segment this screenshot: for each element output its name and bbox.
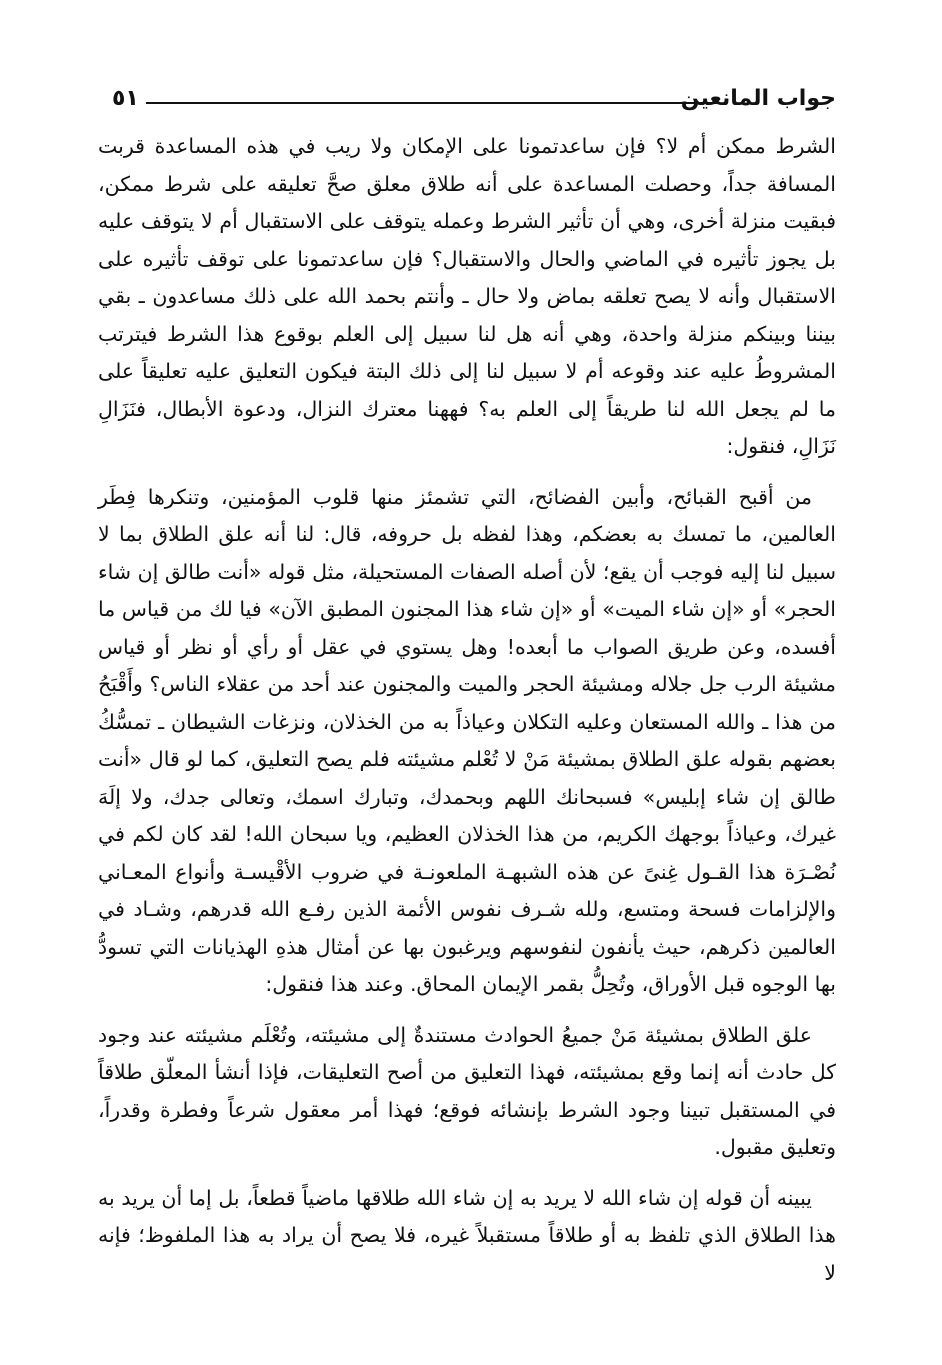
book-page: [98, 84, 836, 1284]
header-rule: [146, 102, 718, 104]
running-title: جواب المانعين: [680, 86, 836, 111]
paragraph-3: علق الطلاق بمشيئة مَنْ جميعُ الحوادث مستندةٌ إلى مشيئته، وتُعْلَم مشيئته عند وجود كل حادث أنه إنما وقع بمشيئته، فهذا التعليق من أصح التعليقات، فإذا أنشأ المعلّق طلاقاً في المستقبل تبينا وجود الشرط بإنشائه فوقع؛ فهذا أمر معقول شرعاً وفطرة وقدراً، وتعليق مقبول.: [98, 1022, 836, 1159]
page-number: ٥١: [112, 86, 139, 111]
body-text: [98, 128, 836, 1292]
paragraph-4: يبينه أن قوله إن شاء الله لا يريد به إن شاء الله طلاقها ماضياً قطعاً، بل إما أن يريد به هذا الطلاق الذي تلفظ به أو طلاقاً مستقبلاً غيره، فلا يصح أن يراد به هذا الملفوظ؛ فإنه لا: [98, 1185, 836, 1285]
paragraph-2: من أقبح القبائح، وأبين الفضائح، التي تشمئز منها قلوب المؤمنين، وتنكرها فِطَر العالمين، ما تمسك به بعضكم، وهذا لفظه بل حروفه، قال: لنا أنه علق الطلاق بما لا سبيل لنا إليه فوجب أن يقع؛ لأن أصله الصفات المستحيلة، مثل قوله «أنت طالق إن شاء الحجر» أو «إن شاء الميت» أو «إن شاء هذا المجنون المطبق الآن» فيا لك من قياس ما أفسده، وعن طريق الصواب ما أبعده! وهل يستوي في عقل أو رأي أو نظر أو قياس مشيئة الرب جل جلاله ومشيئة الحجر والميت والمجنون عند أحد من عقلاء الناس؟ وأَقْبَحُ من هذا ـ والله المستعان وعليه التكلان وعياذاً به من الخذلان، ونزغات الشيطان ـ تمسُّكُ بعضهم بقوله علق الطلاق بمشيئة مَنْ لا تُعْلم مشيئته فلم يصح التعليق، كما لو قال «أنت طالق إن شاء إبليس» فسبحانك اللهم وبحمدك، وتبارك اسمك، وتعالى جدك، ولا إلَهَ غيرك، وعياذاً بوجهك الكريم، من هذا الخذلان العظيم، ويا سبحان الله! لقد كان لكم في نُصْـرَة هذا القـول غِنىً عن هذه الشبهـة الملعونـة في ضروب الأقْيسـة وأنواع المعـاني والإلزامات فسحة ومتسع، ولله شـرف نفوس الأئمة الذين رفـع الله قدرهم، وشـاد في العالمين ذكرهم، حيث يأنفون لنفوسهم ويرغبون بها عن أمثال هذهِ الهذيانات التي تسودُّ بها الوجوه قبل الأوراق، وتُحِلُّ بقمر الإيمان المحاق. وعند هذا فنقول:: [98, 484, 836, 996]
paragraph-1: الشرط ممكن أم لا؟ فإن ساعدتمونا على الإمكان ولا ريب في هذه المساعدة قربت المسافة جداً، وحصلت المساعدة على أنه طلاق معلق صحَّ تعليقه على شرط ممكن، فبقيت منزلة أخرى، وهي أن تأثير الشرط وعمله يتوقف على الاستقبال أم لا يتوقف عليه بل يجوز تأثيره في الماضي والحال والاستقبال؟ فإن ساعدتمونا على توقف تأثيره على الاستقبال وأنه لا يصح تعلقه بماض ولا حال ـ وأنتم بحمد الله على ذلك مساعدون ـ بقي بيننا وبينكم منزلة واحدة، وهي أنه هل لنا سبيل إلى العلم بوقوع هذا الشرط فيترتب المشروطُ عليه عند وقوعه أم لا سبيل لنا إلى ذلك البتة فيكون التعليق عليه تعليقاً على ما لم يجعل الله لنا طريقاً إلى العلم به؟ فههنا معترك النزال، ودعوة الأبطال، فنَزَالِ نَزَالِ، فنقول:: [98, 134, 836, 458]
running-header: [98, 84, 836, 114]
